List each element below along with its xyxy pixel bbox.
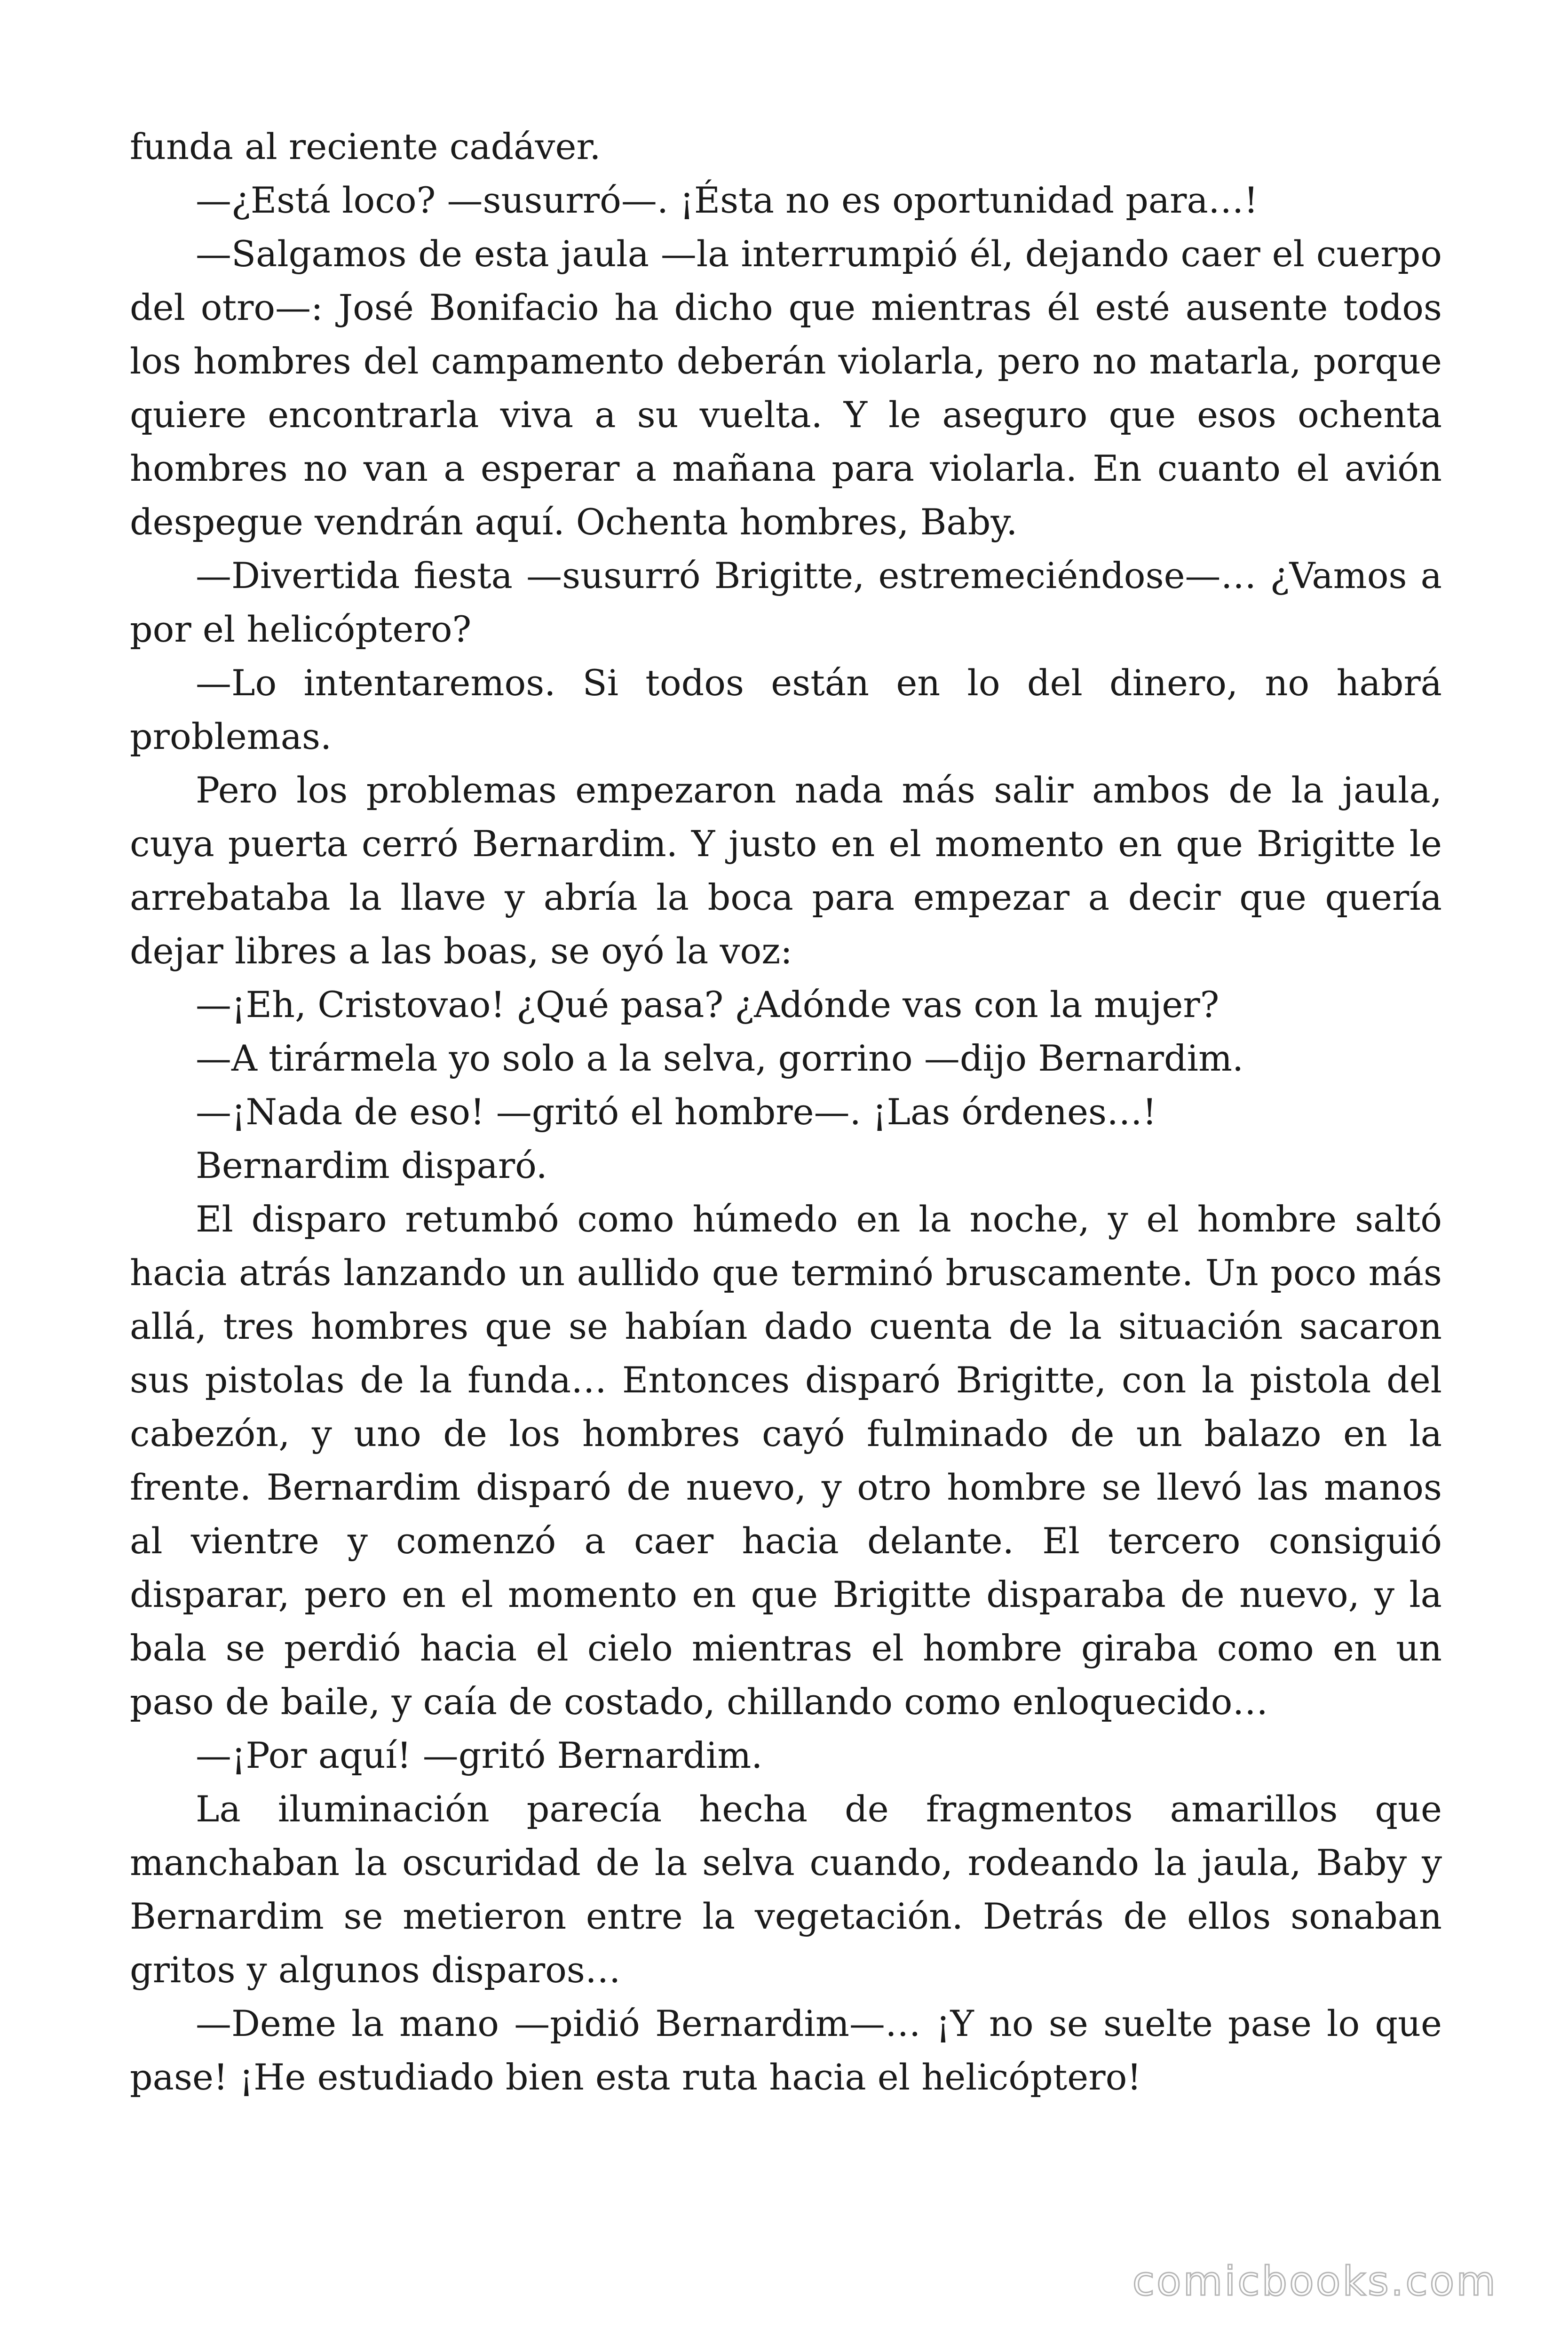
paragraph-dialogue: —¡Eh, Cristovao! ¿Qué pasa? ¿Adónde vas con la mujer? bbox=[196, 984, 1220, 1025]
paragraph-narration: Bernardim disparó. bbox=[196, 1144, 547, 1186]
paragraph-narration: El disparo retumbó como húmedo en la noche, y el hombre saltó hacia atrás lanzando un aullido que terminó bruscamente. Un poco más allá, tres hombres que se habían dado cuenta de la situación sacaron sus pistolas de la funda… Entonces disparó Brigitte, con la pistola del cabezón, y uno de los hombres cayó fulminado de un balazo en la frente. Bernardim disparó de nuevo, y otro hombre se llevó las manos al vientre y comenzó a caer hacia delante. El tercero consiguió disparar, pero en el momento en que Brigitte disparaba de nuevo, y la bala se perdió hacia el cielo mientras el hombre giraba como en un paso de baile, y caía de costado, chillando como enloquecido… bbox=[130, 1198, 1442, 1723]
paragraph-dialogue: —Deme la mano —pidió Bernardim—… ¡Y no se suelte pase lo que pase! ¡He estudiado bien esta ruta hacia el helicóptero! bbox=[130, 2002, 1442, 2098]
body-text bbox=[130, 120, 1442, 2104]
paragraph-dialogue: —¿Está loco? —susurró—. ¡Ésta no es oportunidad para…! bbox=[196, 179, 1259, 221]
paragraph-continuation: funda al reciente cadáver. bbox=[130, 126, 601, 167]
watermark-logo: comicbooks.com bbox=[1132, 2258, 1497, 2305]
paragraph-dialogue: —Lo intentaremos. Si todos están en lo del dinero, no habrá problemas. bbox=[130, 662, 1442, 757]
paragraph-dialogue: —¡Por aquí! —gritó Bernardim. bbox=[196, 1734, 763, 1776]
paragraph-dialogue: —¡Nada de eso! —gritó el hombre—. ¡Las órdenes…! bbox=[196, 1091, 1157, 1133]
paragraph-narration: La iluminación parecía hecha de fragmentos amarillos que manchaban la oscuridad de la selva cuando, rodeando la jaula, Baby y Bernardim se metieron entre la vegetación. Detrás de ellos sonaban gritos y algunos disparos… bbox=[130, 1788, 1442, 1991]
paragraph-narration: Pero los problemas empezaron nada más salir ambos de la jaula, cuya puerta cerró Bernardim. Y justo en el momento en que Brigitte le arrebataba la llave y abría la boca para empezar a decir que quería dejar libres a las boas, se oyó la voz: bbox=[130, 769, 1442, 972]
paragraph-dialogue: —Salgamos de esta jaula —la interrumpió él, dejando caer el cuerpo del otro—: José Bonifacio ha dicho que mientras él esté ausente todos los hombres del campamento deberán violarla, pero no matarla, porque quiere encontrarla viva a su vuelta. Y le aseguro que esos ochenta hombres no van a esperar a mañana para violarla. En cuanto el avión despegue vendrán aquí. Ochenta hombres, Baby. bbox=[130, 233, 1442, 543]
paragraph-dialogue: —A tirármela yo solo a la selva, gorrino —dijo Bernardim. bbox=[196, 1037, 1244, 1079]
paragraph-dialogue: —Divertida fiesta —susurró Brigitte, estremeciéndose—… ¿Vamos a por el helicóptero? bbox=[130, 555, 1442, 650]
